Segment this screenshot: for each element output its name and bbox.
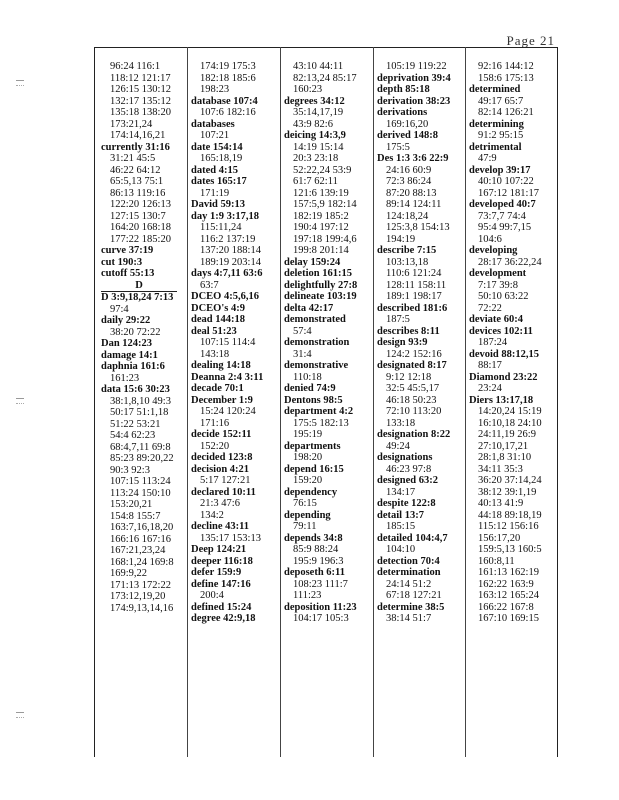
index-entry-term: determined xyxy=(469,84,521,95)
index-column-2 xyxy=(191,61,263,625)
index-entry-refs: 185:15 xyxy=(386,521,416,532)
index-column-4 xyxy=(377,61,451,625)
index-entry-term: deposition 11:23 xyxy=(284,601,357,613)
index-entry-refs: 107:6 182:16 xyxy=(200,107,256,118)
index-entry-refs: 135:17 153:13 xyxy=(200,532,261,544)
index-entry-term: decided 123:8 xyxy=(191,452,253,463)
index-entry-term: detail 13:7 xyxy=(377,509,424,521)
index-entry-refs: 135:18 138:20 xyxy=(110,107,171,118)
index-entry-refs: 24:11,19 26:9 xyxy=(478,429,536,440)
index-entry-refs: 54:4 62:23 xyxy=(110,430,156,441)
column-divider xyxy=(373,47,374,757)
index-entry-term: despite 122:8 xyxy=(377,498,436,509)
index-entry-refs: 38:20 72:22 xyxy=(110,326,161,338)
index-entry-refs: 23:24 xyxy=(478,383,502,394)
index-entry-term: Dentons 98:5 xyxy=(284,394,343,406)
index-entry-refs: 72:10 113:20 xyxy=(386,406,442,417)
index-entry-refs: 36:20 37:14,24 xyxy=(478,475,542,486)
index-entry-refs: 90:3 92:3 xyxy=(110,464,150,476)
index-entry-refs: 35:14,17,19 xyxy=(293,107,344,118)
index-entry-term: detailed 104:4,7 xyxy=(377,532,448,544)
index-entry-refs: 156:17,20 xyxy=(478,532,521,544)
index-entry-term: described 181:6 xyxy=(377,302,448,314)
index-entry-term: deposeth 6:11 xyxy=(284,567,345,578)
index-entry-term: developed 40:7 xyxy=(469,199,536,210)
index-entry-refs: 95:4 99:7,15 xyxy=(478,222,532,233)
index-entry-refs: 28:17 36:22,24 xyxy=(478,256,542,268)
index-entry-refs: 31:21 45:5 xyxy=(110,153,156,164)
index-entry-refs: 107:21 xyxy=(200,130,230,141)
index-entry-refs: 161:13 162:19 xyxy=(478,567,539,578)
index-entry-refs: 79:11 xyxy=(293,521,317,532)
index-entry-refs: 171:19 xyxy=(200,187,230,199)
index-entry-term: depending xyxy=(284,509,331,521)
index-entry-term: defined 15:24 xyxy=(191,601,252,613)
page-number: Page 21 xyxy=(506,33,555,48)
index-entry-refs: 40:13 41:9 xyxy=(478,498,524,509)
index-entry-term: DCEO's 4:9 xyxy=(191,302,245,314)
index-entry-refs: 104:17 105:3 xyxy=(293,613,349,624)
index-entry-refs: 105:19 119:22 xyxy=(386,61,447,72)
index-entry-refs: 72:22 xyxy=(478,302,502,314)
index-entry-refs: 104:6 xyxy=(478,233,502,245)
index-entry-refs: 107:15 113:24 xyxy=(110,476,171,487)
index-entry-term: demonstration xyxy=(284,337,350,348)
index-entry-refs: 133:18 xyxy=(386,417,416,429)
index-entry-term: Deanna 2:4 3:11 xyxy=(191,371,264,383)
index-entry-term: December 1:9 xyxy=(191,394,253,406)
index-entry-refs: 40:10 107:22 xyxy=(478,176,534,187)
index-entry-refs: 91:2 95:15 xyxy=(478,130,524,141)
index-entry-term: daphnia 161:6 xyxy=(101,361,165,372)
index-entry-refs: 15:24 120:24 xyxy=(200,406,256,417)
index-entry-refs: 200:4 xyxy=(200,590,224,601)
index-entry-refs: 24:14 51:2 xyxy=(386,578,432,590)
index-entry-term: Deep 124:21 xyxy=(191,544,247,555)
index-entry-term: decline 43:11 xyxy=(191,521,250,532)
index-entry-refs: 167:12 181:17 xyxy=(478,187,539,199)
index-entry-refs: 65:5,13 75:1 xyxy=(110,176,164,187)
index-entry-term: detection 70:4 xyxy=(377,555,440,567)
index-entry-refs: 122:20 126:13 xyxy=(110,199,171,210)
index-entry-refs: 44:18 89:18,19 xyxy=(478,509,542,521)
index-entry-term: data 15:6 30:23 xyxy=(101,384,170,395)
index-entry-refs: 134:2 xyxy=(200,509,224,521)
index-entry-term: determining xyxy=(469,118,524,130)
index-entry-refs: 92:16 144:12 xyxy=(478,61,534,72)
index-entry-term: derivations xyxy=(377,107,428,118)
index-entry-refs: 7:17 39:8 xyxy=(478,279,518,291)
index-entry-term: deprivation 39:4 xyxy=(377,72,451,84)
index-entry-refs: 175:5 182:13 xyxy=(293,417,349,429)
index-entry-term: devoid 88:12,15 xyxy=(469,348,540,360)
index-entry-refs: 128:11 158:11 xyxy=(386,279,447,291)
index-entry-refs: 160:8,11 xyxy=(478,555,515,567)
index-entry-term: demonstrative xyxy=(284,360,349,371)
index-entry-refs: 107:15 114:4 xyxy=(200,337,256,348)
index-entry-refs: 198:23 xyxy=(200,84,230,95)
index-entry-term: deviate 60:4 xyxy=(469,314,523,325)
index-entry-refs: 43:9 82:6 xyxy=(293,118,333,130)
index-entry-refs: 111:23 xyxy=(293,590,322,601)
index-entry-refs: 127:15 130:7 xyxy=(110,210,166,222)
index-entry-term: D 3:9,18,24 7:13 xyxy=(101,292,174,303)
index-entry-refs: 126:15 130:12 xyxy=(110,84,171,95)
index-entry-refs: 197:18 199:4,6 xyxy=(293,233,357,245)
index-entry-refs: 166:22 167:8 xyxy=(478,601,534,613)
index-entry-term: decade 70:1 xyxy=(191,383,244,394)
index-entry-refs: 72:3 86:24 xyxy=(386,176,432,187)
index-entry-refs: 38:1,8,10 49:3 xyxy=(110,395,171,407)
index-entry-refs: 167:10 169:15 xyxy=(478,613,539,624)
index-entry-term: define 147:16 xyxy=(191,578,251,590)
index-entry-refs: 167:21,23,24 xyxy=(110,545,166,556)
index-entry-refs: 88:17 xyxy=(478,360,502,371)
index-entry-refs: 166:16 167:16 xyxy=(110,533,171,545)
index-entry-refs: 68:4,7,11 69:8 xyxy=(110,441,171,453)
index-entry-refs: 103:13,18 xyxy=(386,256,429,268)
index-entry-term: devices 102:11 xyxy=(469,325,533,337)
index-entry-refs: 182:18 185:6 xyxy=(200,72,256,84)
index-entry-term: decide 152:11 xyxy=(191,429,252,440)
index-entry-term: deal 51:23 xyxy=(191,325,237,337)
index-entry-refs: 187:5 xyxy=(386,314,410,325)
index-entry-refs: 163:12 165:24 xyxy=(478,590,539,601)
index-entry-refs: 195:9 196:3 xyxy=(293,555,344,567)
index-entry-term: deicing 14:3,9 xyxy=(284,130,346,141)
index-entry-refs: 134:17 xyxy=(386,486,416,498)
index-entry-refs: 171:13 172:22 xyxy=(110,579,171,591)
index-entry-refs: 108:23 111:7 xyxy=(293,578,348,590)
index-entry-refs: 47:9 xyxy=(478,153,497,164)
index-entry-term: designation 8:22 xyxy=(377,429,451,440)
index-entry-term: Des 1:3 3:6 22:9 xyxy=(377,153,449,164)
index-entry-refs: 161:23 xyxy=(110,372,140,384)
index-entry-refs: 87:20 88:13 xyxy=(386,187,437,199)
index-entry-refs: 14:19 15:14 xyxy=(293,141,344,153)
index-entry-term: depends 34:8 xyxy=(284,532,343,544)
index-entry-term: Dan 124:23 xyxy=(101,338,153,349)
index-entry-refs: 153:20,21 xyxy=(110,499,153,510)
index-entry-term: dates 165:17 xyxy=(191,176,247,187)
index-entry-refs: 76:15 xyxy=(293,498,317,509)
index-column-1 xyxy=(101,61,177,614)
index-entry-term: delta 42:17 xyxy=(284,302,334,314)
index-entry-refs: 85:23 89:20,22 xyxy=(110,453,174,464)
index-entry-refs: 163:7,16,18,20 xyxy=(110,522,174,533)
index-entry-refs: 124:2 152:16 xyxy=(386,348,442,360)
index-entry-refs: 177:22 185:20 xyxy=(110,233,171,245)
index-entry-refs: 199:8 201:14 xyxy=(293,245,349,256)
index-entry-term: degree 42:9,18 xyxy=(191,613,256,624)
column-divider xyxy=(465,47,466,757)
index-entry-term: delineate 103:19 xyxy=(284,291,357,302)
index-entry-term: delightfully 27:8 xyxy=(284,279,358,291)
index-entry-refs: 189:1 198:17 xyxy=(386,291,442,302)
index-entry-term: cutoff 55:13 xyxy=(101,268,155,279)
index-entry-term: currently 31:16 xyxy=(101,141,170,153)
index-entry-term: dealing 14:18 xyxy=(191,360,251,371)
index-entry-refs: 115:11,24 xyxy=(200,222,242,233)
index-entry-refs: 169:9,22 xyxy=(110,568,148,579)
index-entry-term: designations xyxy=(377,452,433,463)
index-entry-refs: 124:18,24 xyxy=(386,210,429,222)
index-entry-refs: 61:7 62:11 xyxy=(293,176,338,187)
index-entry-refs: 171:16 xyxy=(200,417,230,429)
index-entry-term: derivation 38:23 xyxy=(377,95,451,107)
margin-punch-mark xyxy=(16,398,24,404)
index-entry-refs: 14:20,24 15:19 xyxy=(478,406,542,417)
index-entry-refs: 137:20 188:14 xyxy=(200,245,261,256)
index-entry-refs: 174:14,16,21 xyxy=(110,130,166,141)
index-entry-refs: 57:4 xyxy=(293,325,312,337)
index-entry-refs: 195:19 xyxy=(293,429,323,440)
index-entry-refs: 20:3 23:18 xyxy=(293,153,339,164)
index-entry-refs: 182:19 185:2 xyxy=(293,210,349,222)
index-entry-refs: 175:5 xyxy=(386,141,410,153)
index-entry-refs: 63:7 xyxy=(200,279,219,291)
index-entry-refs: 118:12 121:17 xyxy=(110,72,171,84)
index-entry-refs: 52:22,24 53:9 xyxy=(293,164,352,176)
index-entry-term: dated 4:15 xyxy=(191,164,238,176)
index-entry-refs: 46:22 64:12 xyxy=(110,164,161,176)
index-entry-refs: 115:12 156:16 xyxy=(478,521,539,532)
index-entry-refs: 116:2 137:19 xyxy=(200,233,256,245)
index-entry-refs: 173:12,19,20 xyxy=(110,591,166,602)
index-entry-refs: 73:7,7 74:4 xyxy=(478,210,526,222)
index-entry-refs: 187:24 xyxy=(478,337,508,348)
index-entry-term: derived 148:8 xyxy=(377,130,438,141)
index-entry-refs: 38:14 51:7 xyxy=(386,613,432,624)
index-entry-refs: 34:11 35:3 xyxy=(478,463,523,475)
index-entry-refs: 104:10 xyxy=(386,544,416,555)
index-entry-refs: 152:20 xyxy=(200,440,230,452)
index-entry-refs: 82:13,24 85:17 xyxy=(293,72,357,84)
index-entry-term: developing xyxy=(469,245,518,256)
index-entry-term: depend 16:15 xyxy=(284,463,344,475)
index-entry-term: damage 14:1 xyxy=(101,349,158,361)
index-entry-refs: 159:5,13 160:5 xyxy=(478,544,542,555)
index-entry-refs: 49:17 65:7 xyxy=(478,95,524,107)
index-entry-refs: 164:20 168:18 xyxy=(110,222,171,233)
index-entry-refs: 85:9 88:24 xyxy=(293,544,339,555)
index-entry-refs: 31:4 xyxy=(293,348,312,360)
index-entry-refs: 24:16 60:9 xyxy=(386,164,432,176)
index-entry-refs: 97:4 xyxy=(110,303,129,315)
index-entry-refs: 28:1,8 31:10 xyxy=(478,452,532,463)
index-column-3 xyxy=(284,61,357,625)
index-entry-refs: 174:9,13,14,16 xyxy=(110,602,174,614)
index-letter-heading: D xyxy=(101,280,177,293)
index-entry-refs: 125:3,8 154:13 xyxy=(386,222,450,233)
index-entry-term: days 4:7,11 63:6 xyxy=(191,268,263,279)
index-entry-refs: 173:21,24 xyxy=(110,118,153,130)
index-entry-refs: 165:18,19 xyxy=(200,153,243,164)
index-entry-refs: 160:23 xyxy=(293,84,323,95)
index-entry-refs: 51:22 53:21 xyxy=(110,418,161,430)
column-divider xyxy=(187,47,188,757)
index-entry-term: day 1:9 3:17,18 xyxy=(191,210,259,222)
index-entry-refs: 50:17 51:1,18 xyxy=(110,407,169,418)
index-entry-refs: 16:10,18 24:10 xyxy=(478,417,542,429)
word-index-table xyxy=(94,47,558,757)
index-entry-refs: 121:6 139:19 xyxy=(293,187,349,199)
index-entry-refs: 49:24 xyxy=(386,440,410,452)
index-entry-term: curve 37:19 xyxy=(101,245,154,256)
index-entry-refs: 82:14 126:21 xyxy=(478,107,534,118)
index-entry-refs: 46:23 97:8 xyxy=(386,463,432,475)
index-column-5 xyxy=(469,61,542,625)
index-entry-refs: 86:13 119:16 xyxy=(110,187,166,199)
index-entry-refs: 189:19 203:14 xyxy=(200,256,261,268)
index-entry-refs: 32:5 45:5,17 xyxy=(386,383,440,394)
index-entry-term: development xyxy=(469,268,527,279)
index-entry-term: designated 8:17 xyxy=(377,360,447,371)
margin-punch-mark xyxy=(16,712,24,718)
index-entry-term: depth 85:18 xyxy=(377,84,430,95)
index-entry-term: Diamond 23:22 xyxy=(469,371,538,383)
index-entry-refs: 5:17 127:21 xyxy=(200,475,251,486)
index-entry-term: develop 39:17 xyxy=(469,164,531,176)
index-entry-term: cut 190:3 xyxy=(101,256,143,268)
index-entry-term: degrees 34:12 xyxy=(284,95,345,107)
index-entry-refs: 113:24 150:10 xyxy=(110,487,171,499)
index-entry-refs: 43:10 44:11 xyxy=(293,61,344,72)
index-entry-refs: 154:8 155:7 xyxy=(110,510,161,522)
index-entry-refs: 89:14 124:11 xyxy=(386,199,442,210)
index-entry-term: date 154:14 xyxy=(191,141,243,153)
index-entry-refs: 67:18 127:21 xyxy=(386,590,442,601)
index-entry-term: databases xyxy=(191,118,235,130)
index-entry-refs: 168:1,24 169:8 xyxy=(110,556,174,568)
index-entry-term: denied 74:9 xyxy=(284,383,336,394)
index-entry-term: departments xyxy=(284,440,341,452)
index-entry-refs: 169:16,20 xyxy=(386,118,429,130)
index-entry-refs: 190:4 197:12 xyxy=(293,222,349,233)
index-entry-refs: 21:3 47:6 xyxy=(200,498,240,509)
index-entry-term: DCEO 4:5,6,16 xyxy=(191,291,259,302)
index-entry-refs: 27:10,17,21 xyxy=(478,440,529,452)
index-entry-refs: 157:5,9 182:14 xyxy=(293,199,357,210)
index-entry-term: describe 7:15 xyxy=(377,245,437,256)
column-divider xyxy=(280,47,281,757)
index-entry-term: daily 29:22 xyxy=(101,315,151,326)
index-entry-refs: 132:17 135:12 xyxy=(110,95,171,107)
index-entry-term: delay 159:24 xyxy=(284,256,341,268)
index-entry-term: demonstrated xyxy=(284,314,346,325)
index-entry-term: deeper 116:18 xyxy=(191,555,253,567)
index-entry-term: defer 159:9 xyxy=(191,567,242,578)
index-entry-term: determine 38:5 xyxy=(377,601,445,613)
index-entry-refs: 198:20 xyxy=(293,452,323,463)
index-entry-refs: 96:24 116:1 xyxy=(110,61,161,72)
margin-punch-mark xyxy=(16,80,24,86)
index-entry-refs: 46:18 50:23 xyxy=(386,394,437,406)
index-entry-refs: 194:19 xyxy=(386,233,416,245)
index-entry-term: department 4:2 xyxy=(284,406,354,417)
index-entry-refs: 38:12 39:1,19 xyxy=(478,486,537,498)
index-entry-refs: 162:22 163:9 xyxy=(478,578,534,590)
index-entry-refs: 50:10 63:22 xyxy=(478,291,529,302)
index-entry-term: database 107:4 xyxy=(191,95,258,107)
index-entry-term: Diers 13:17,18 xyxy=(469,394,534,406)
index-entry-term: design 93:9 xyxy=(377,337,428,348)
index-entry-refs: 174:19 175:3 xyxy=(200,61,256,72)
index-entry-term: designed 63:2 xyxy=(377,475,438,486)
index-entry-term: dead 144:18 xyxy=(191,314,245,325)
index-entry-refs: 110:18 xyxy=(293,371,322,383)
index-entry-term: detrimental xyxy=(469,141,522,153)
index-entry-term: David 59:13 xyxy=(191,199,245,210)
index-entry-refs: 9:12 12:18 xyxy=(386,371,432,383)
index-entry-refs: 159:20 xyxy=(293,475,323,486)
index-entry-term: dependency xyxy=(284,486,338,498)
index-entry-refs: 143:18 xyxy=(200,348,230,360)
index-entry-term: deletion 161:15 xyxy=(284,268,352,279)
index-entry-refs: 110:6 121:24 xyxy=(386,268,442,279)
index-entry-term: describes 8:11 xyxy=(377,325,440,337)
index-entry-term: determination xyxy=(377,567,441,578)
index-entry-term: declared 10:11 xyxy=(191,486,256,498)
index-entry-term: decision 4:21 xyxy=(191,463,250,475)
index-entry-refs: 158:6 175:13 xyxy=(478,72,534,84)
